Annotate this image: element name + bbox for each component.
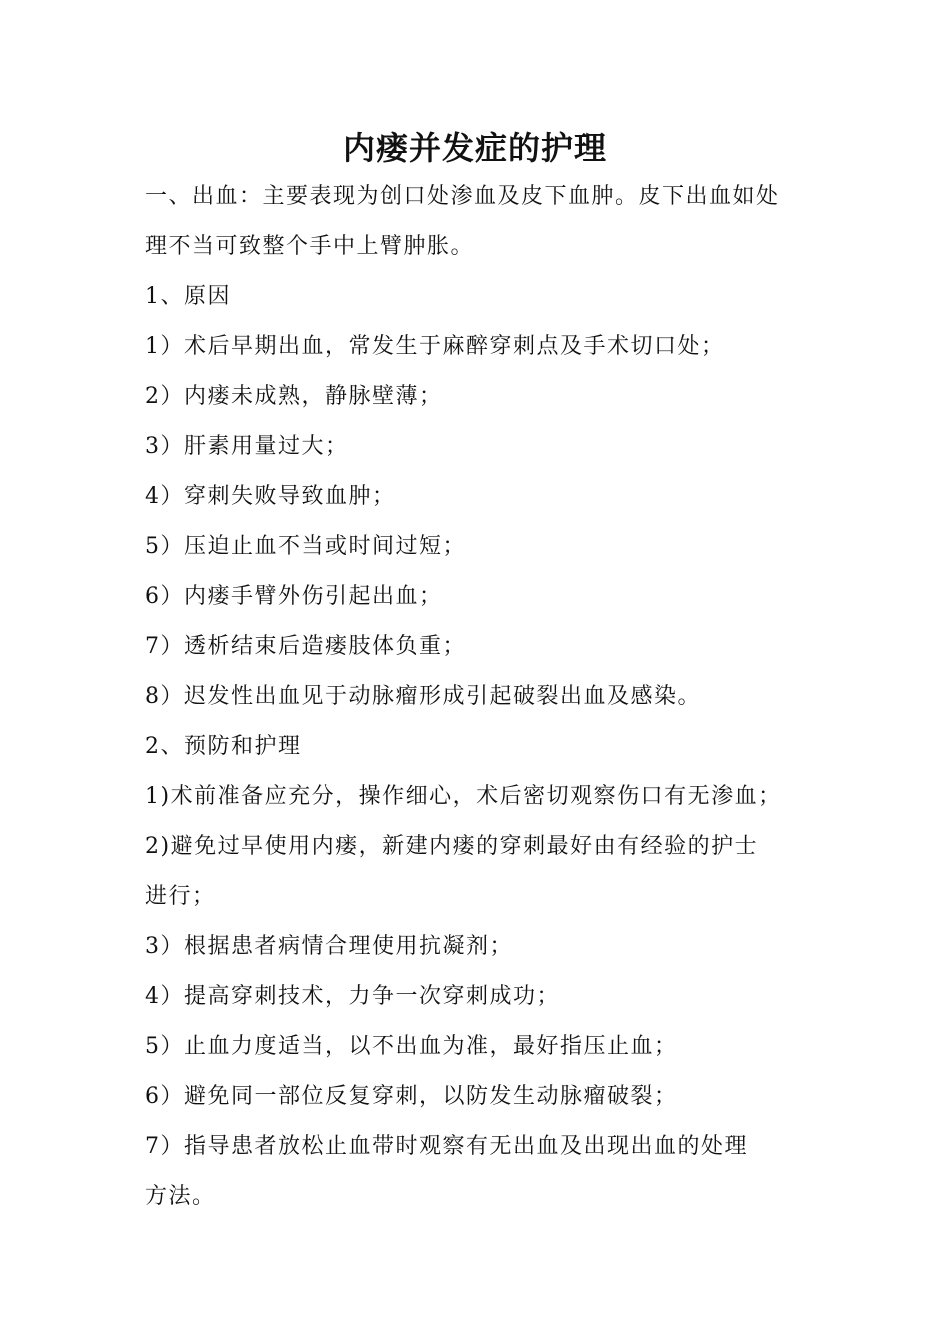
intro-paragraph xyxy=(145,172,810,272)
prevention-item: 5）止血力度适当，以不出血为准，最好指压止血； xyxy=(145,1034,678,1059)
cause-item: 4）穿刺失败导致血肿； xyxy=(145,484,396,509)
cause-item: 2）内瘘未成熟，静脉壁薄； xyxy=(145,384,443,409)
prevention-line: 方法。 xyxy=(145,1184,216,1209)
section-heading-prevention: 2、预防和护理 xyxy=(145,734,302,759)
cause-item: 6）内瘘手臂外伤引起出血； xyxy=(145,584,443,609)
intro-line: 一、出血：主要表现为创口处渗血及皮下血肿。皮下出血如处 xyxy=(145,184,780,209)
cause-item: 3）肝素用量过大； xyxy=(145,434,349,459)
cause-item: 5）压迫止血不当或时间过短； xyxy=(145,534,466,559)
document-title: 内瘘并发症的护理 xyxy=(342,129,607,167)
cause-item: 8）迟发性出血见于动脉瘤形成引起破裂出血及感染。 xyxy=(145,684,701,709)
prevention-item xyxy=(145,1122,810,1222)
prevention-line: 进行； xyxy=(145,884,216,909)
document-body xyxy=(145,172,810,1222)
intro-line: 理不当可致整个手中上臂肿胀。 xyxy=(145,234,475,259)
prevention-item: 6）避免同一部位反复穿刺，以防发生动脉瘤破裂； xyxy=(145,1084,678,1109)
prevention-line: 2)避免过早使用内瘘，新建内瘘的穿刺最好由有经验的护士 xyxy=(145,834,759,859)
prevention-item: 3）根据患者病情合理使用抗凝剂； xyxy=(145,934,513,959)
prevention-line: 7）指导患者放松止血带时观察有无出血及出现出血的处理 xyxy=(145,1134,748,1159)
prevention-item xyxy=(145,822,810,922)
cause-item: 7）透析结束后造瘘肢体负重； xyxy=(145,634,466,659)
prevention-item: 4）提高穿刺技术，力争一次穿刺成功； xyxy=(145,984,560,1009)
prevention-item: 1)术前准备应充分，操作细心，术后密切观察伤口有无渗血； xyxy=(145,784,782,809)
section-heading-causes: 1、原因 xyxy=(145,284,231,309)
cause-item: 1）术后早期出血，常发生于麻醉穿刺点及手术切口处； xyxy=(145,334,725,359)
